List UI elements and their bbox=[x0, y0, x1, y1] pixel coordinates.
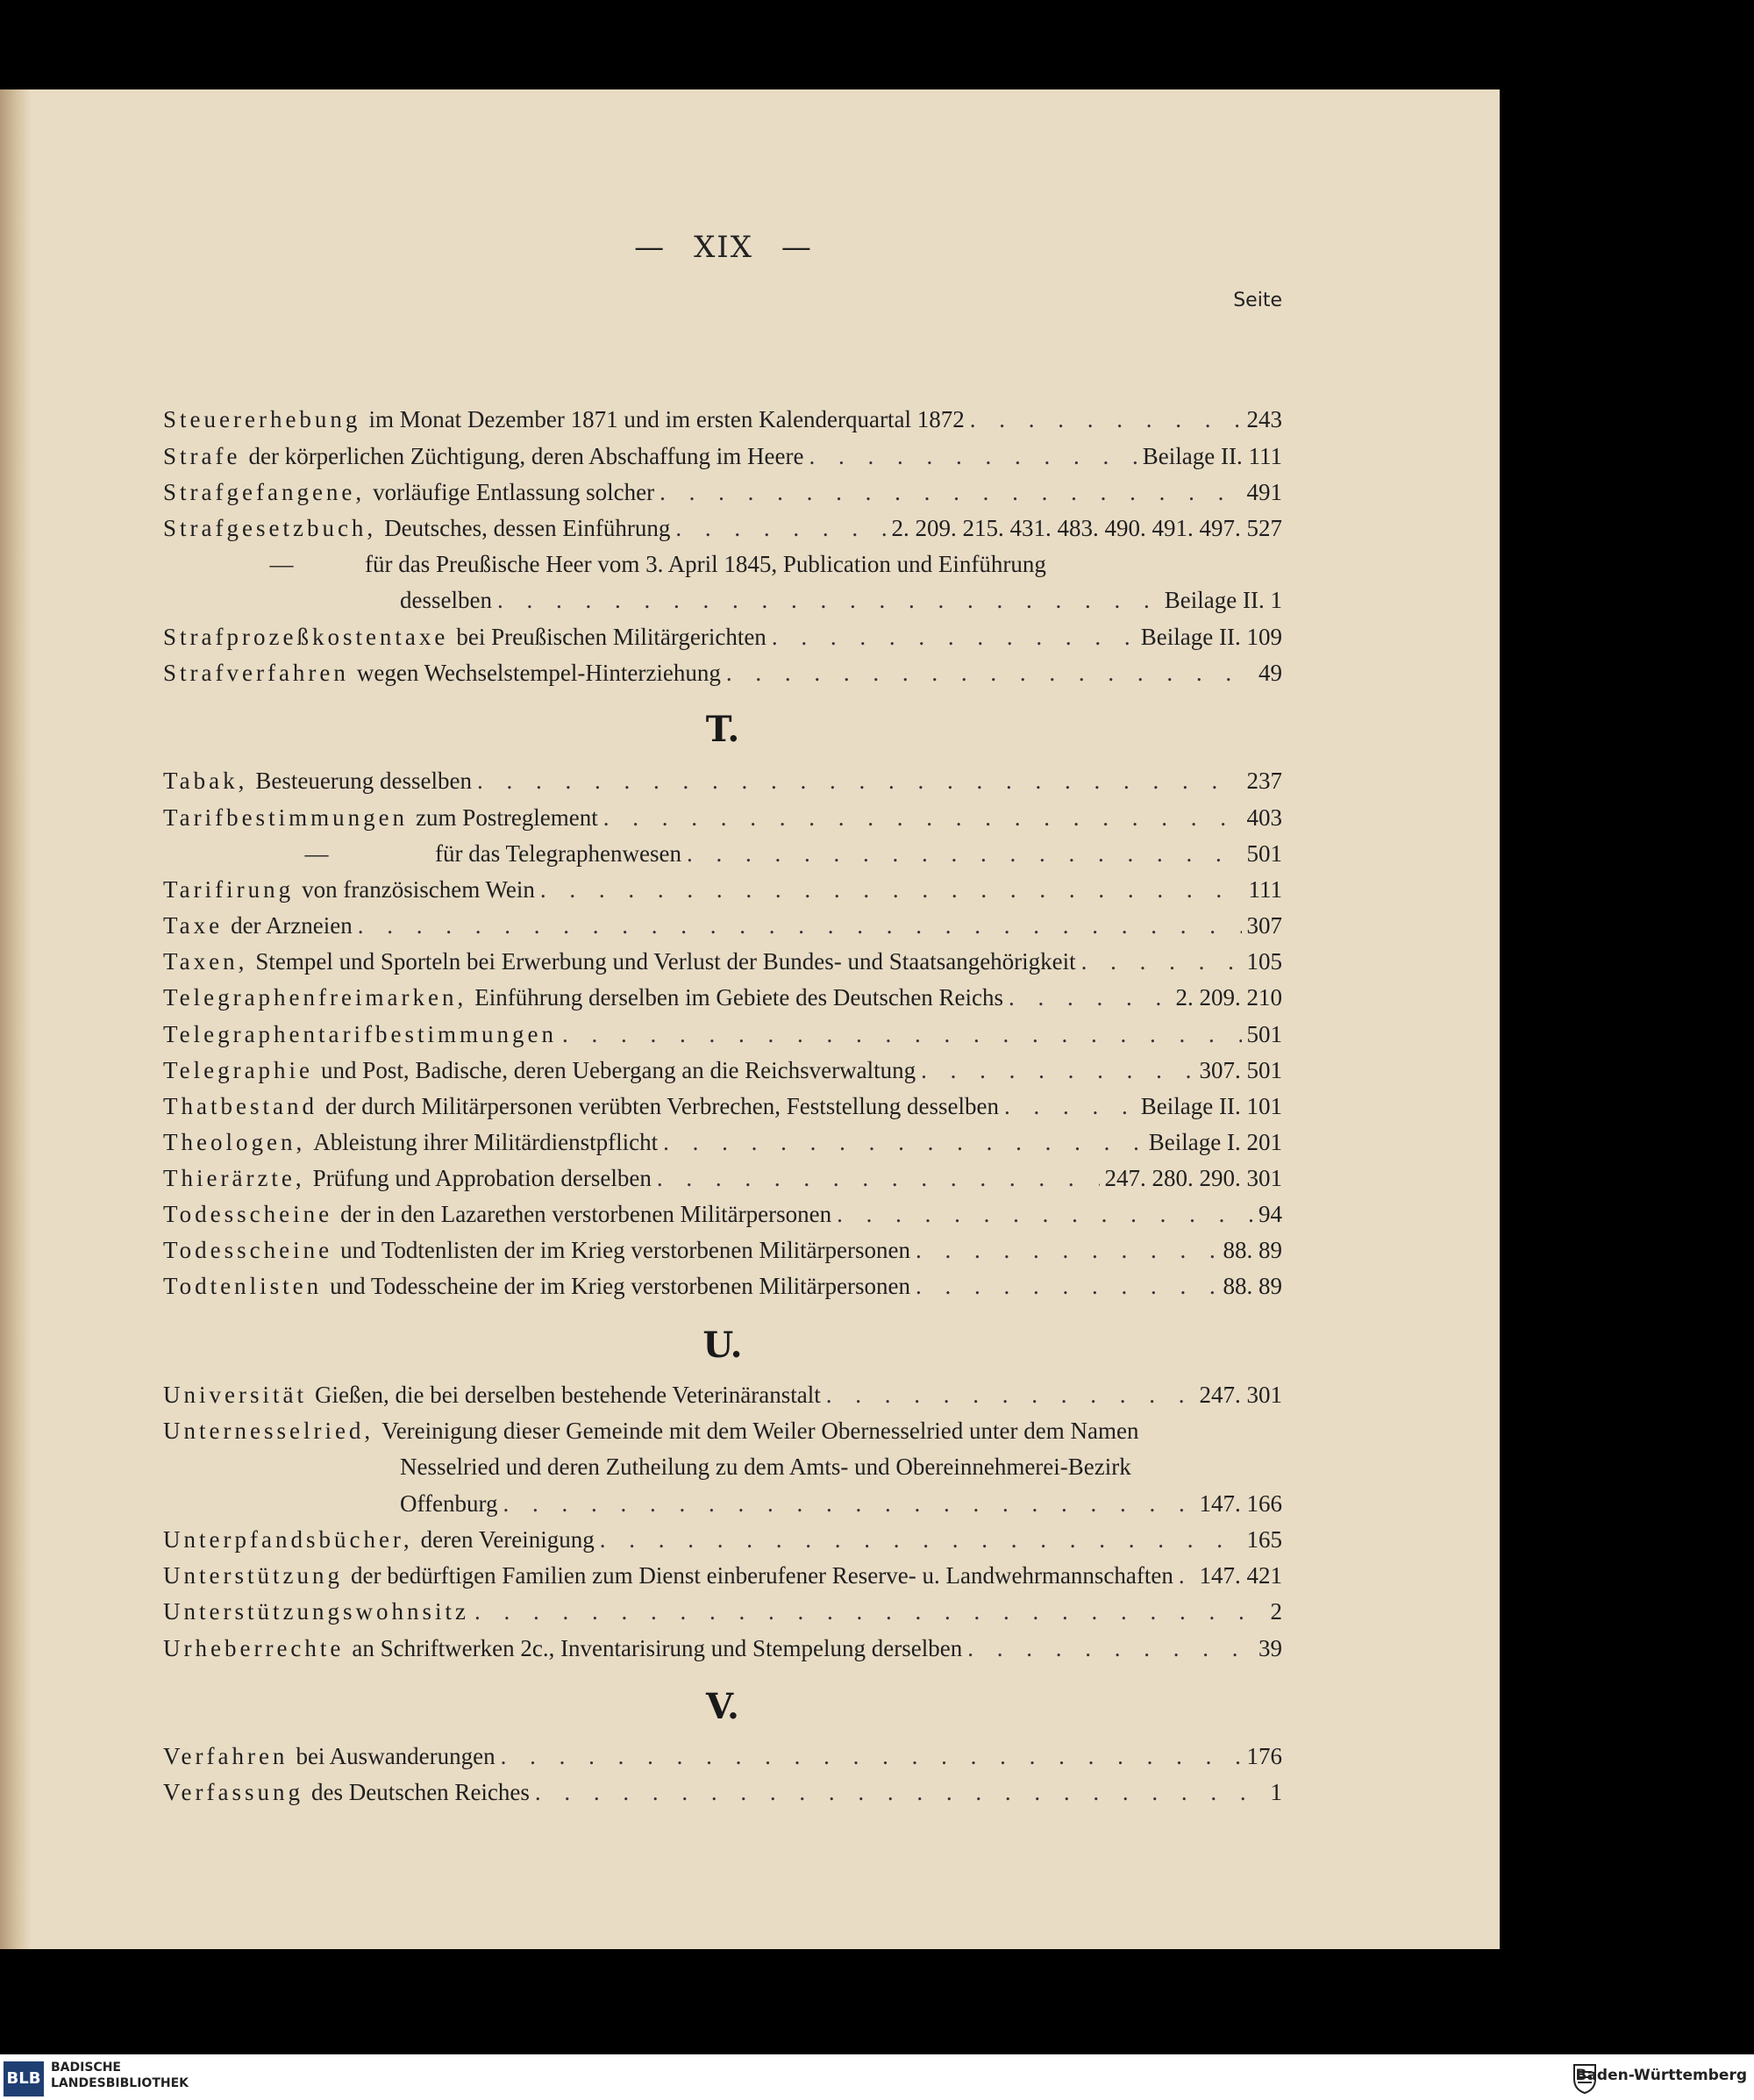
leader-dots bbox=[503, 1490, 1194, 1518]
leader-dots bbox=[358, 912, 1242, 939]
page-reference: 491 bbox=[1246, 479, 1282, 505]
entry-term: Strafe bbox=[163, 443, 241, 469]
leader-dots bbox=[603, 804, 1242, 832]
page-reference: 147. 421 bbox=[1199, 1562, 1282, 1589]
entry-text: im Monat Dezember 1871 und im ersten Kalenderquartal 1872 bbox=[368, 406, 965, 432]
leader-dots bbox=[540, 876, 1244, 904]
leader-dots bbox=[660, 479, 1241, 506]
leader-dots bbox=[675, 515, 886, 542]
page-reference: 147. 166 bbox=[1199, 1490, 1282, 1517]
leader-dots bbox=[657, 1165, 1100, 1192]
library-name: BADISCHE LANDESBIBLIOTHEK bbox=[51, 2061, 189, 2090]
index-entry bbox=[163, 904, 1282, 939]
index-entry bbox=[163, 760, 1282, 795]
index-entry bbox=[163, 976, 1282, 1011]
blb-logo[interactable]: BLB bbox=[4, 2061, 44, 2096]
entry-text: Einführung derselben im Gebiete des Deutschen Reichs bbox=[474, 984, 1004, 1011]
entry-text: deren Vereinigung bbox=[420, 1526, 595, 1553]
page-reference: 2 bbox=[1270, 1598, 1282, 1625]
page-reference: 237 bbox=[1246, 768, 1282, 794]
entry-term: Telegraphentarifbestimmungen bbox=[163, 1021, 557, 1047]
section-letter: U. bbox=[702, 1325, 743, 1366]
entry-term: Unterpfandsbücher, bbox=[163, 1526, 413, 1553]
index-entry bbox=[163, 1554, 1282, 1589]
page-reference: 2. 209. 215. 431. 483. 490. 491. 497. 527 bbox=[891, 515, 1282, 541]
index-entry bbox=[163, 1374, 1282, 1409]
footer-bar bbox=[0, 2054, 1754, 2100]
index-entry bbox=[163, 1590, 1282, 1625]
entry-text: Stempel und Sporteln bei Erwerbung und Verlust der Bundes- und Staatsangehörigkeit bbox=[255, 948, 1076, 975]
leader-dots bbox=[1179, 1562, 1194, 1589]
page-reference: 39 bbox=[1258, 1635, 1282, 1661]
entry-term: Theologen, bbox=[163, 1129, 306, 1155]
entry-text: und Todtenlisten der im Krieg verstorbenen Militärpersonen bbox=[340, 1237, 911, 1263]
entry-text: der in den Lazarethen verstorbenen Militärpersonen bbox=[340, 1201, 832, 1227]
entry-text: für das Telegraphenwesen bbox=[435, 840, 681, 867]
page-reference: Beilage II. 111 bbox=[1142, 443, 1282, 469]
leader-dots bbox=[967, 1635, 1253, 1662]
entry-text: und Todesscheine der im Krieg verstorbenen Militärpersonen bbox=[330, 1273, 911, 1299]
entry-text: bei Preußischen Militärgerichten bbox=[456, 624, 766, 650]
entry-text: wegen Wechselstempel-Hinterziehung bbox=[356, 660, 721, 686]
entry-text: der bedürftigen Familien zum Dienst einberufener Reserve- u. Landwehrmannschaften bbox=[350, 1562, 1173, 1589]
page-reference: 307 bbox=[1246, 912, 1282, 939]
index-entry bbox=[163, 796, 1282, 832]
leader-dots bbox=[600, 1526, 1242, 1554]
leader-dots bbox=[970, 406, 1242, 433]
leader-dots bbox=[477, 768, 1241, 795]
entry-term: Tarifirung bbox=[163, 876, 295, 903]
page-reference: 94 bbox=[1258, 1201, 1282, 1227]
leader-dots bbox=[772, 624, 1136, 651]
entry-text: und Post, Badische, deren Uebergang an die Reichsverwaltung bbox=[321, 1057, 916, 1083]
leader-dots bbox=[921, 1057, 1194, 1084]
entry-term: Thierärzte, bbox=[163, 1165, 305, 1191]
leader-dots bbox=[687, 840, 1242, 868]
entry-term: Telegraphenfreimarken, bbox=[163, 984, 467, 1011]
leader-dots bbox=[501, 1743, 1242, 1770]
ditto-dash: — bbox=[269, 551, 294, 577]
index-entry bbox=[163, 1121, 1282, 1156]
entry-term: Tarifbestimmungen bbox=[163, 804, 409, 831]
entry-text: Gießen, die bei derselben bestehende Veterinäranstalt bbox=[314, 1382, 821, 1408]
entry-term: Tabak, bbox=[163, 768, 248, 794]
entry-text: der durch Militärpersonen verübten Verbrechen, Feststellung desselben bbox=[324, 1093, 999, 1119]
page-reference: 247. 301 bbox=[1199, 1382, 1282, 1408]
leader-dots bbox=[809, 443, 1137, 470]
page-reference: 176 bbox=[1246, 1743, 1282, 1769]
index-entry bbox=[163, 652, 1282, 687]
entry-term: Strafverfahren bbox=[163, 660, 349, 686]
index-entry bbox=[163, 1013, 1282, 1048]
index-entry bbox=[163, 1627, 1282, 1662]
leader-dots bbox=[1009, 984, 1170, 1011]
header-dash-left: — bbox=[634, 230, 667, 265]
index-entry bbox=[163, 1193, 1282, 1228]
entry-text: Ableistung ihrer Militärdienstpflicht bbox=[313, 1129, 659, 1155]
page-reference: 247. 280. 290. 301 bbox=[1104, 1165, 1282, 1191]
entry-text: von französischem Wein bbox=[302, 876, 535, 903]
page-reference: Beilage I. 201 bbox=[1148, 1129, 1282, 1155]
entry-term: Todesscheine bbox=[163, 1237, 333, 1263]
index-entry bbox=[400, 1482, 1282, 1518]
entry-text: Vereinigung dieser Gemeinde mit dem Weiler Obernesselried unter dem Namen bbox=[381, 1418, 1139, 1444]
leader-dots bbox=[562, 1021, 1242, 1048]
entry-term: Unterstützung bbox=[163, 1562, 343, 1589]
entry-text: Nesselried und deren Zutheilung zu dem Amts- und Obereinnehmerei-Bezirk bbox=[400, 1454, 1131, 1480]
entry-term: Urheberrechte bbox=[163, 1635, 345, 1661]
page-reference: 403 bbox=[1246, 804, 1282, 831]
leader-dots bbox=[837, 1201, 1253, 1228]
page-reference: 501 bbox=[1246, 840, 1282, 867]
entry-text: der Arzneien bbox=[231, 912, 353, 939]
section-letter: V. bbox=[706, 1686, 739, 1727]
leader-dots bbox=[826, 1382, 1194, 1409]
leader-dots bbox=[726, 660, 1253, 687]
index-entry bbox=[163, 1518, 1282, 1554]
entry-text: der körperlichen Züchtigung, deren Abschaffung im Heere bbox=[248, 443, 804, 469]
index-entry bbox=[163, 1771, 1282, 1806]
page-reference: 307. 501 bbox=[1199, 1057, 1282, 1083]
entry-text: Deutsches, dessen Einführung bbox=[384, 515, 671, 541]
page-reference: 111 bbox=[1248, 876, 1282, 903]
index-entry bbox=[163, 435, 1282, 470]
index-entry bbox=[163, 616, 1282, 651]
index-entry bbox=[163, 940, 1282, 975]
entry-term: Strafgesetzbuch, bbox=[163, 515, 377, 541]
entry-text: des Deutschen Reiches bbox=[310, 1779, 530, 1805]
entry-term: Todtenlisten bbox=[163, 1273, 323, 1299]
index-entry bbox=[400, 579, 1282, 614]
entry-term: Steuererhebung bbox=[163, 406, 361, 432]
entry-term: Strafgefangene, bbox=[163, 479, 366, 505]
book-spine bbox=[0, 89, 32, 1949]
index-entry bbox=[163, 832, 1282, 868]
index-entry bbox=[163, 1085, 1282, 1120]
page-number: XIX bbox=[694, 230, 753, 265]
page-reference: 88. 89 bbox=[1223, 1273, 1282, 1299]
entry-term: Taxe bbox=[163, 912, 224, 939]
page-header bbox=[0, 230, 1447, 265]
section-letter: T. bbox=[705, 709, 740, 750]
ditto-dash: — bbox=[304, 840, 329, 867]
page-reference: Beilage II. 101 bbox=[1140, 1093, 1282, 1119]
entry-term: Unternesselried, bbox=[163, 1418, 374, 1444]
index-entry bbox=[163, 543, 1282, 578]
index-entry bbox=[163, 507, 1282, 542]
entry-text: Offenburg bbox=[400, 1490, 498, 1517]
entry-text: Besteuerung desselben bbox=[255, 768, 473, 794]
state-name: Baden-Württemberg bbox=[1575, 2067, 1747, 2084]
entry-term: Strafprozeßkostentaxe bbox=[163, 624, 449, 650]
index-entry bbox=[163, 398, 1282, 433]
entry-term: Telegraphie bbox=[163, 1057, 314, 1083]
column-label: Seite bbox=[1233, 289, 1282, 311]
index-entry bbox=[163, 1157, 1282, 1192]
entry-term: Taxen, bbox=[163, 948, 248, 975]
header-dash-right: — bbox=[781, 230, 813, 265]
leader-dots bbox=[916, 1237, 1217, 1264]
leader-dots bbox=[1081, 948, 1242, 975]
page-reference: Beilage II. 1 bbox=[1164, 587, 1282, 613]
leader-dots bbox=[916, 1273, 1217, 1300]
entry-text: bei Auswanderungen bbox=[296, 1743, 496, 1769]
index-entry bbox=[163, 868, 1282, 904]
entry-text: Prüfung und Approbation derselben bbox=[312, 1165, 652, 1191]
entry-text: an Schriftwerken 2c., Inventarisirung und Stempelung derselben bbox=[352, 1635, 963, 1661]
leader-dots bbox=[474, 1598, 1266, 1625]
leader-dots bbox=[535, 1779, 1266, 1806]
entry-term: Universität bbox=[163, 1382, 307, 1408]
index-entry bbox=[163, 1735, 1282, 1770]
page-reference: 243 bbox=[1246, 406, 1282, 432]
leader-dots bbox=[1004, 1093, 1136, 1120]
page-reference: 49 bbox=[1258, 660, 1282, 686]
entry-text: desselben bbox=[400, 587, 492, 613]
index-entry bbox=[163, 1410, 1282, 1445]
page-reference: 1 bbox=[1270, 1779, 1282, 1805]
page-reference: 165 bbox=[1246, 1526, 1282, 1553]
leader-dots bbox=[663, 1129, 1144, 1156]
index-entry bbox=[400, 1446, 1282, 1481]
entry-term: Unterstützungswohnsitz bbox=[163, 1598, 469, 1625]
page-reference: 105 bbox=[1246, 948, 1282, 975]
leader-dots bbox=[497, 587, 1159, 614]
entry-term: Verfassung bbox=[163, 1779, 303, 1805]
entry-text: vorläufige Entlassung solcher bbox=[373, 479, 655, 505]
page-reference: 88. 89 bbox=[1223, 1237, 1282, 1263]
entry-term: Verfahren bbox=[163, 1743, 289, 1769]
index-entry bbox=[163, 1229, 1282, 1264]
entry-term: Thatbestand bbox=[163, 1093, 317, 1119]
page-reference: 2. 209. 210 bbox=[1175, 984, 1282, 1011]
page-reference: Beilage II. 109 bbox=[1140, 624, 1282, 650]
entry-term: Todesscheine bbox=[163, 1201, 333, 1227]
entry-text: für das Preußische Heer vom 3. April 1845, Publication und Einführung bbox=[365, 551, 1046, 577]
entry-text: zum Postreglement bbox=[416, 804, 598, 831]
index-entry bbox=[163, 1049, 1282, 1084]
index-entry bbox=[163, 1265, 1282, 1300]
index-entry bbox=[163, 471, 1282, 506]
scanned-page bbox=[0, 89, 1500, 1949]
page-reference: 501 bbox=[1246, 1021, 1282, 1047]
